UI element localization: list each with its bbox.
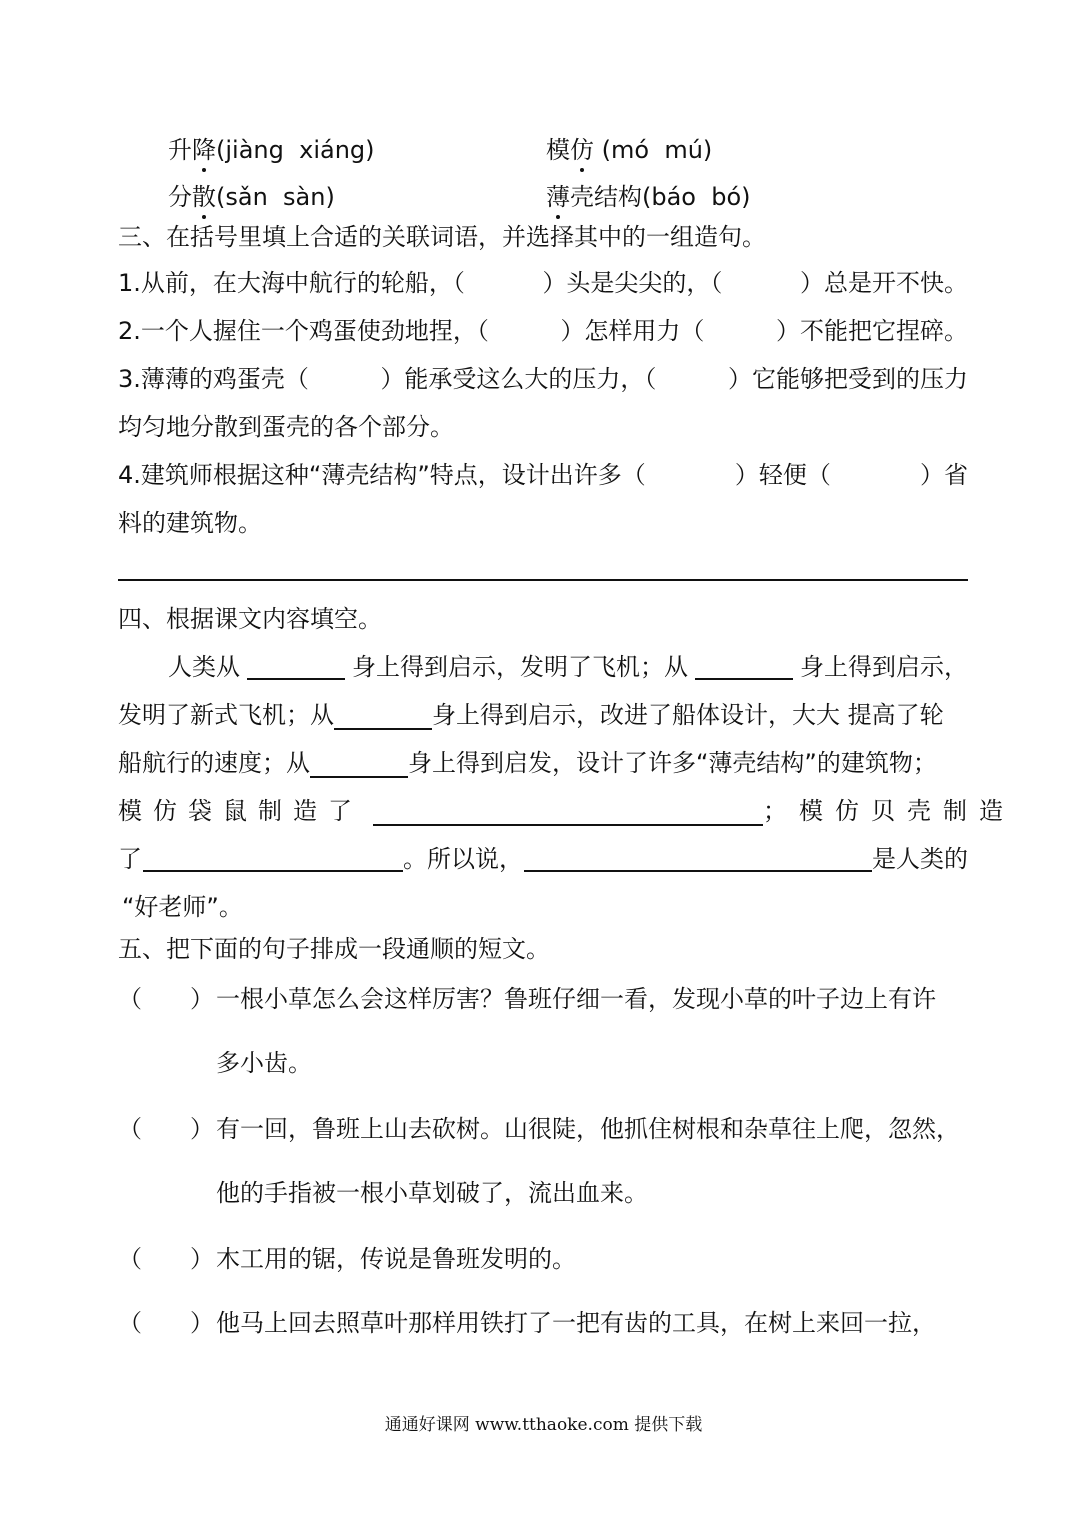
question-1: 1.从前，在大海中航行的轮船，（ ）头是尖尖的，（ ）总是开不快。 — [118, 269, 968, 297]
answer-line[interactable] — [118, 579, 968, 581]
question-4: 4.建筑师根据这种“薄壳结构”特点，设计出许多（ ）轻便（ ）省 — [118, 461, 968, 489]
question-3-cont: 均匀地分散到蛋壳的各个部分。 — [118, 413, 454, 441]
blank[interactable] — [695, 652, 793, 680]
pinyin-item: 薄 壳结构(báo bó) — [546, 182, 751, 212]
section-heading: 四、根据课文内容填空。 — [118, 605, 382, 633]
sentence-line: 木工用的锯，传说是鲁班发明的。 — [216, 1245, 576, 1273]
blank[interactable] — [524, 844, 872, 872]
question-2: 2.一个人握住一个鸡蛋使劲地捏，（ ）怎样用力（ ）不能把它捏碎。 — [118, 317, 968, 345]
sentence-line: 多小齿。 — [216, 1049, 312, 1077]
sentence-line: 他的手指被一根小草划破了，流出血来。 — [216, 1179, 648, 1207]
fill-line: 船航行的速度；从 身上得到启发，设计了许多“薄壳结构”的建筑物； — [118, 749, 937, 777]
footer-credit: 通通好课网 www.tthaoke.com 提供下载 — [384, 1415, 703, 1435]
sentence-line: 有一回，鲁班上山去砍树。山很陡，他抓住树根和杂草往上爬，忽然， — [216, 1115, 960, 1143]
fill-line: 模仿袋鼠制造了 ；模仿贝壳制造 — [118, 797, 1015, 825]
order-bracket[interactable]: （ ） — [118, 1115, 214, 1143]
question-4-cont: 料的建筑物。 — [118, 509, 262, 537]
fill-line: 人类从 身上得到启示，发明了飞机；从 身上得到启示， — [168, 653, 968, 681]
order-bracket[interactable]: （ ） — [118, 1309, 214, 1337]
section-heading: 五、把下面的句子排成一段通顺的短文。 — [118, 935, 550, 963]
pinyin-item: 升降 (jiàng xiáng) — [168, 135, 375, 165]
pinyin-item: 模仿 (mó mú) — [546, 135, 712, 165]
fill-line: “好老师”。 — [122, 893, 243, 921]
blank[interactable] — [310, 750, 408, 778]
order-bracket[interactable]: （ ） — [118, 985, 214, 1013]
sentence-line: 他马上回去照草叶那样用铁打了一把有齿的工具，在树上来回一拉， — [216, 1309, 936, 1337]
sentence-line: 一根小草怎么会这样厉害？鲁班仔细一看，发现小草的叶子边上有许 — [216, 985, 936, 1013]
order-bracket[interactable]: （ ） — [118, 1245, 214, 1273]
pinyin-item: 分散 (sǎn sàn) — [168, 182, 335, 212]
section-heading: 三、在括号里填上合适的关联词语，并选择其中的一组造句。 — [118, 223, 766, 251]
fill-line: 发明了新式飞机；从 身上得到启示，改进了船体设计，大大 提高了轮 — [118, 701, 944, 729]
blank[interactable] — [247, 652, 345, 680]
question-3: 3.薄薄的鸡蛋壳（ ）能承受这么大的压力，（ ）它能够把受到的压力 — [118, 365, 968, 393]
blank[interactable] — [143, 844, 403, 872]
blank[interactable] — [373, 798, 763, 826]
blank[interactable] — [334, 702, 432, 730]
fill-line: 了 。所以说， 是人类的 — [118, 845, 968, 873]
